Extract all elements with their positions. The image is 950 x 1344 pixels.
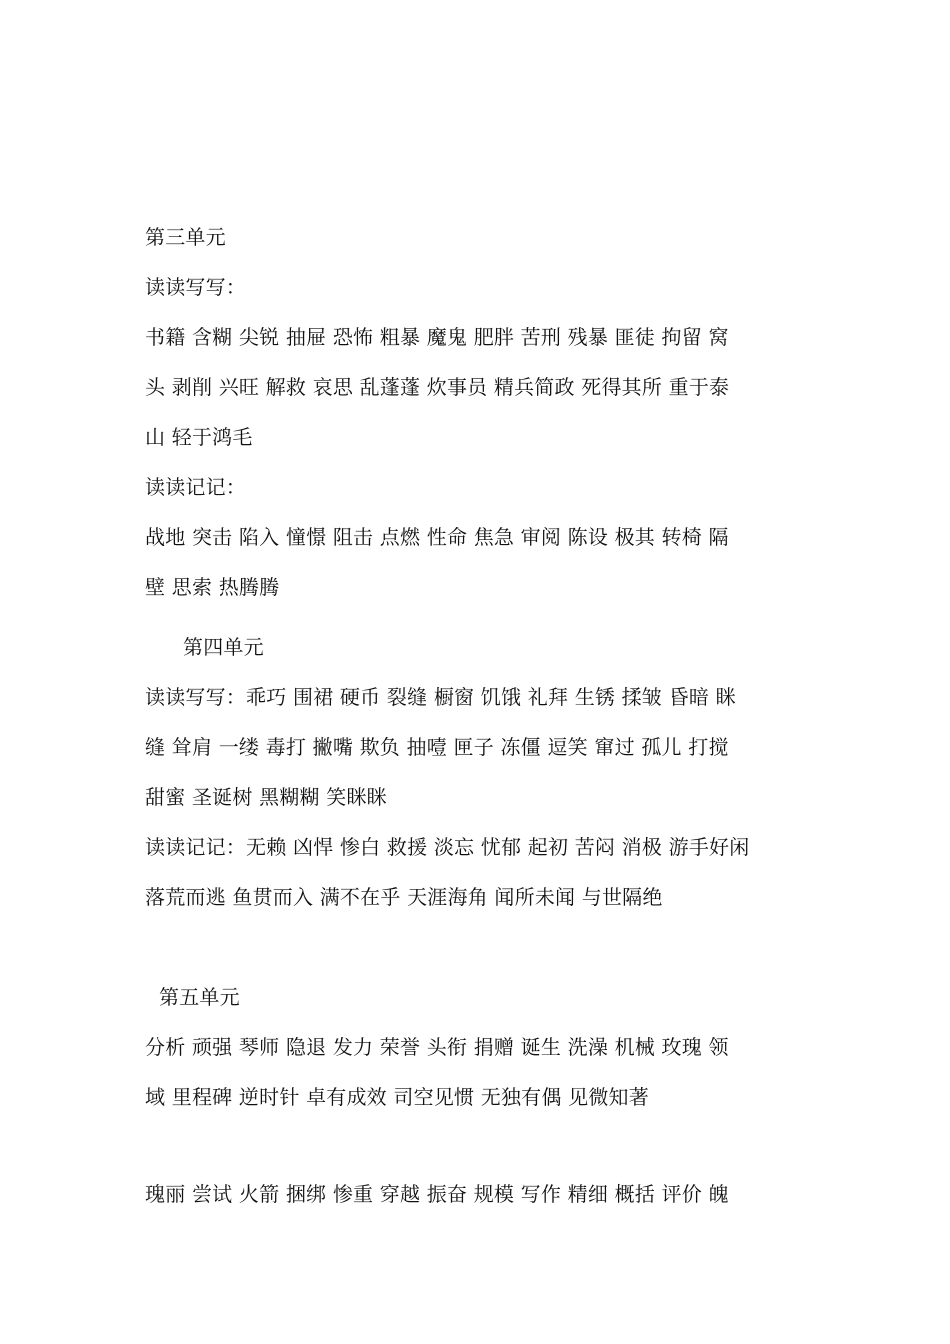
unit4-remember-line: 落荒而逃 鱼贯而入 满不在乎 天涯海角 闻所未闻 与世隔绝 bbox=[145, 885, 663, 909]
unit4-write-line: 甜蜜 圣诞树 黑糊糊 笑眯眯 bbox=[145, 785, 387, 809]
unit5-title: 第五单元 bbox=[159, 985, 240, 1009]
unit3-remember-line: 壁 思索 热腾腾 bbox=[145, 575, 280, 599]
unit3-remember-line: 战地 突击 陷入 憧憬 阻击 点燃 性命 焦急 审阅 陈设 极其 转椅 隔 bbox=[145, 525, 729, 549]
unit3-write-line: 山 轻于鸿毛 bbox=[145, 425, 253, 449]
unit3-title: 第三单元 bbox=[145, 225, 226, 249]
unit3-write-line: 书籍 含糊 尖锐 抽屉 恐怖 粗暴 魔鬼 肥胖 苦刑 残暴 匪徒 拘留 窝 bbox=[145, 325, 729, 349]
unit3-write-line: 头 剥削 兴旺 解救 哀思 乱蓬蓬 炊事员 精兵简政 死得其所 重于泰 bbox=[145, 375, 730, 399]
unit4-remember-line: 读读记记：无赖 凶悍 惨白 救援 淡忘 忧郁 起初 苦闷 消极 游手好闲 bbox=[145, 835, 750, 859]
unit4-write-line: 缝 耸肩 一缕 毒打 撇嘴 欺负 抽噎 匣子 冻僵 逗笑 窜过 孤儿 打搅 bbox=[145, 735, 729, 759]
unit4-title: 第四单元 bbox=[183, 635, 264, 659]
unit5-line: 分析 顽强 琴师 隐退 发力 荣誉 头衔 捐赠 诞生 洗澡 机械 玫瑰 领 bbox=[145, 1035, 729, 1059]
unit5-extra-line: 瑰丽 尝试 火箭 捆绑 惨重 穿越 振奋 规模 写作 精细 概括 评价 魄 bbox=[145, 1182, 729, 1206]
unit5-line: 域 里程碑 逆时针 卓有成效 司空见惯 无独有偶 见微知著 bbox=[145, 1085, 649, 1109]
unit3-write-label: 读读写写： bbox=[145, 275, 246, 299]
unit4-write-line: 读读写写：乖巧 围裙 硬币 裂缝 橱窗 饥饿 礼拜 生锈 揉皱 昏暗 眯 bbox=[145, 685, 736, 709]
unit3-remember-label: 读读记记： bbox=[145, 475, 246, 499]
